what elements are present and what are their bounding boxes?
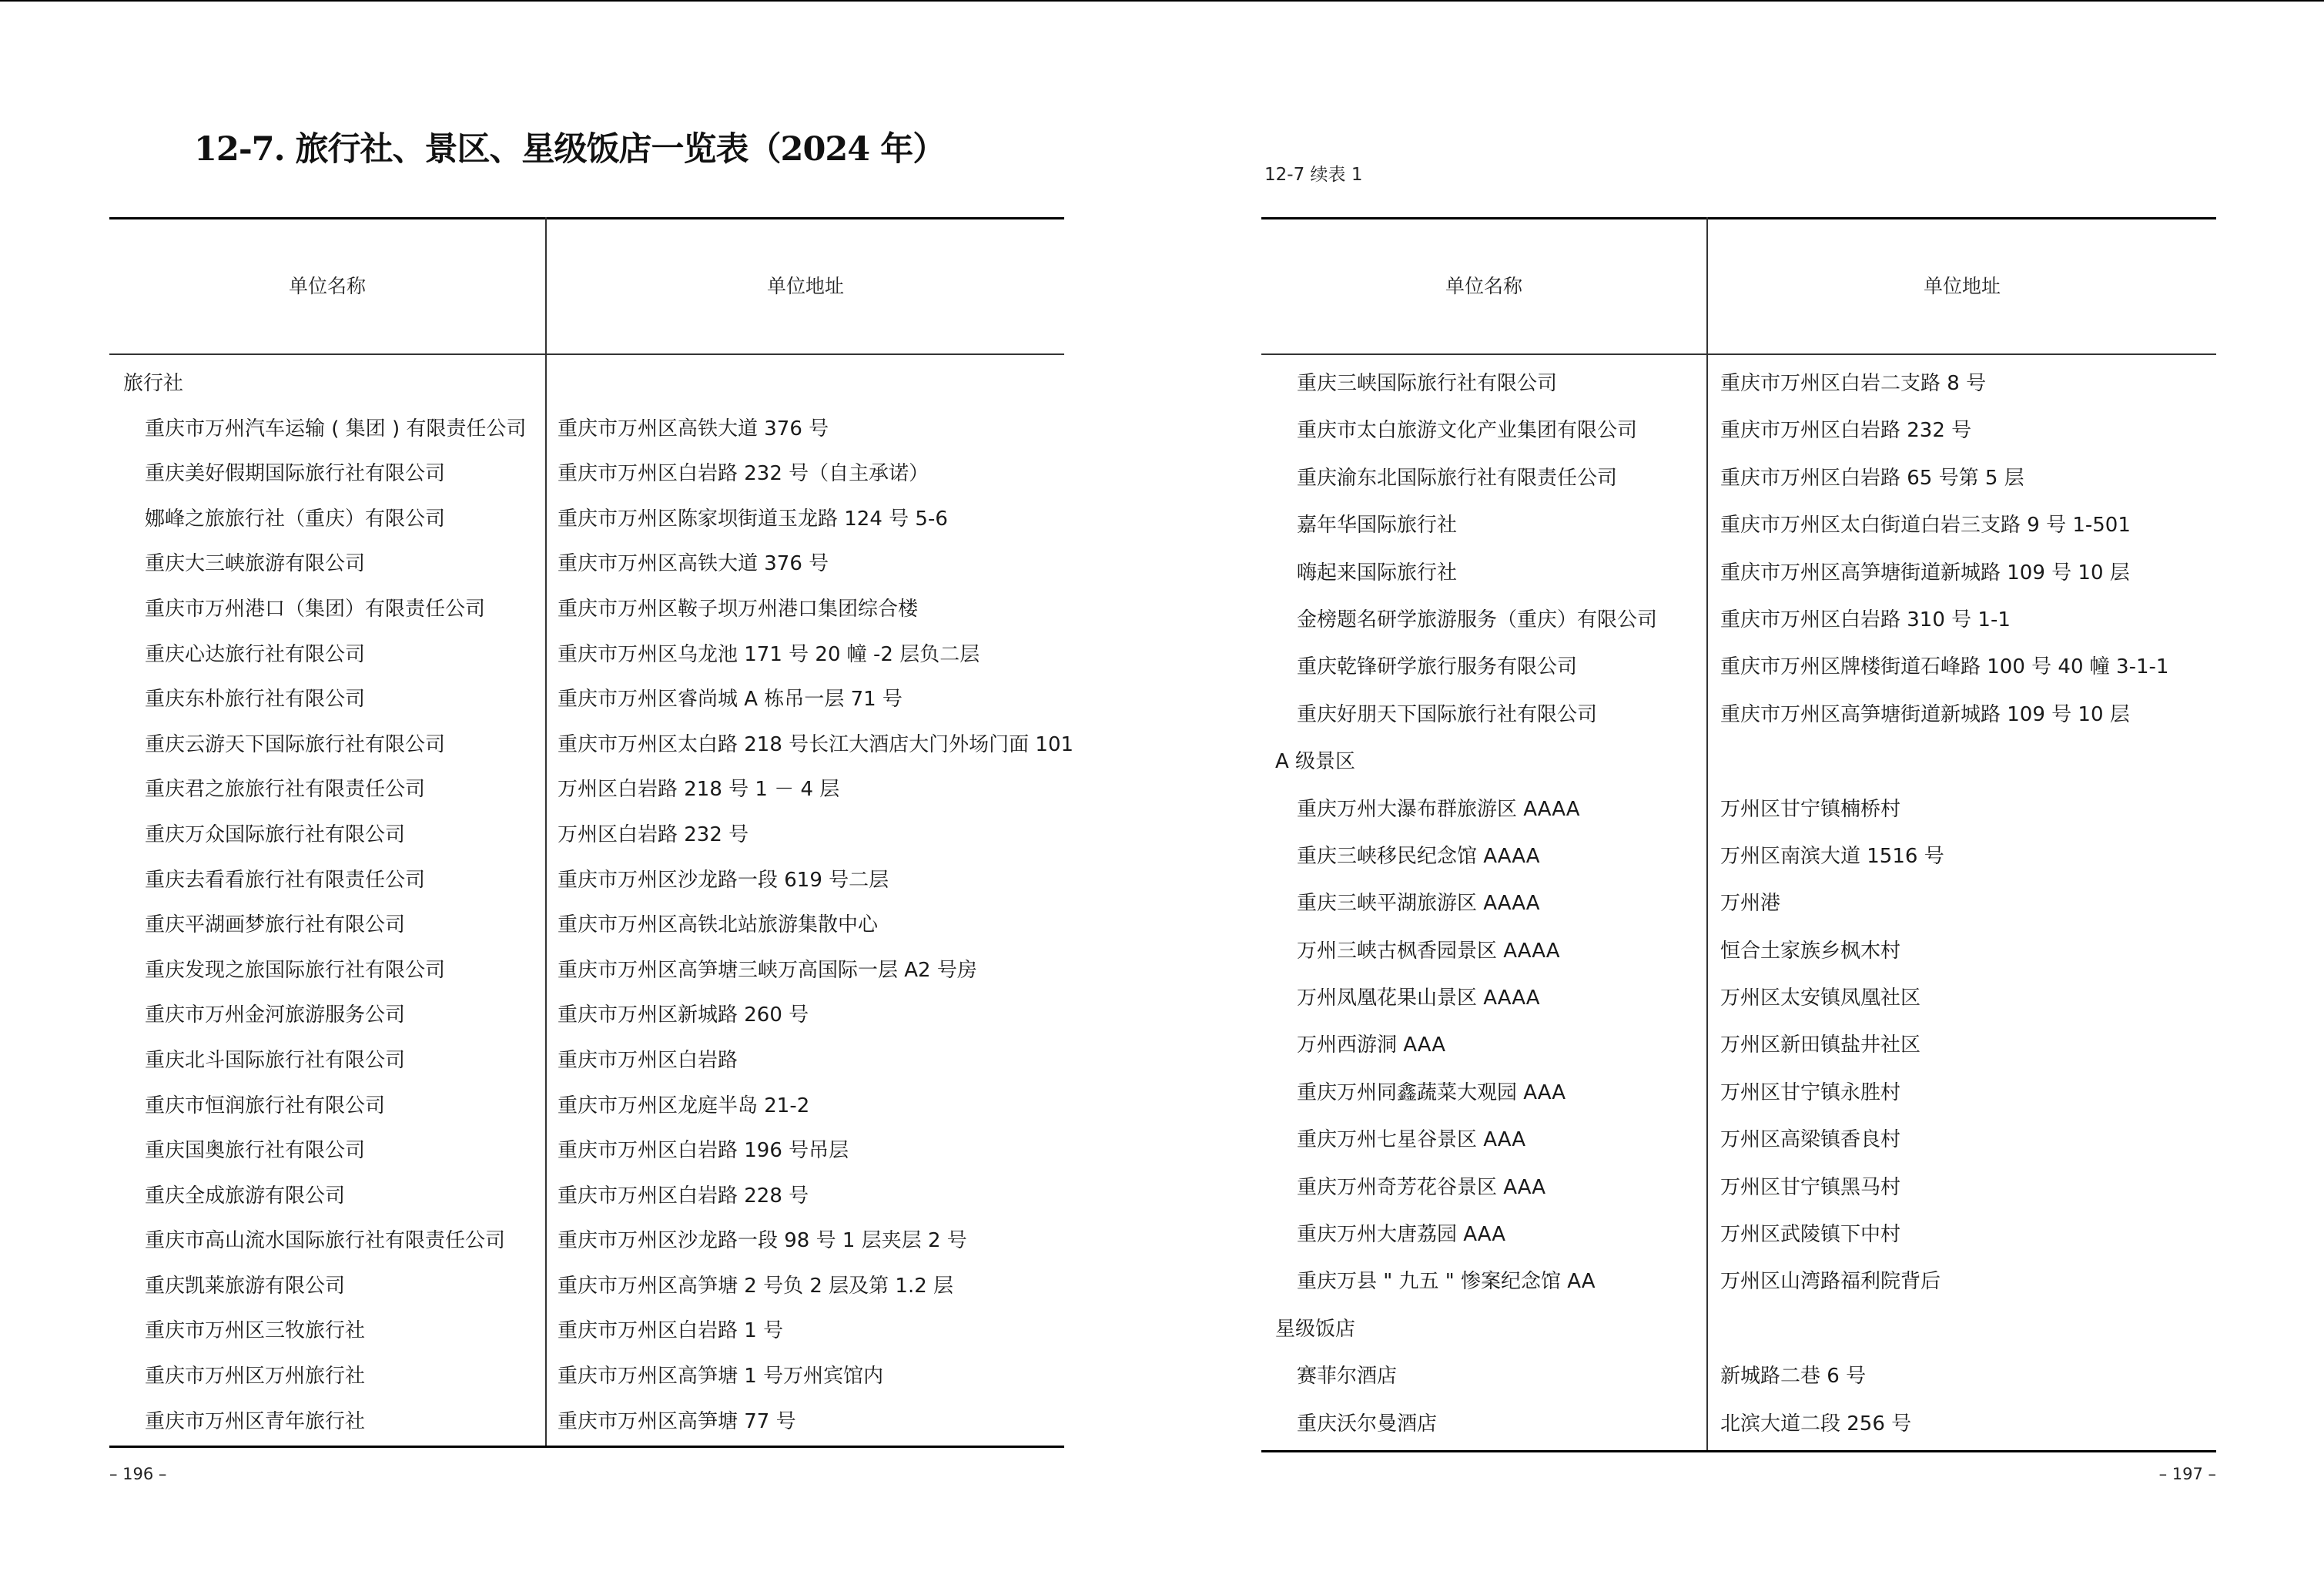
table-top-rule [1261, 217, 2216, 219]
table-bottom-rule [1261, 1450, 2216, 1452]
continuation-title: 12-7 续表 1 [1264, 165, 1363, 185]
table-row [109, 764, 1064, 809]
unit-address-cell: 万州区甘宁镇黑马村 [1720, 1175, 1901, 1199]
table-row [1261, 358, 2216, 405]
unit-name-cell: 重庆渝东北国际旅行社有限责任公司 [1297, 466, 1618, 490]
category-row [109, 358, 1064, 404]
table-row [109, 900, 1064, 945]
unit-name-cell: 重庆三峡国际旅行社有限公司 [1297, 372, 1558, 395]
unit-name-cell: 重庆市万州区三牧旅行社 [145, 1319, 366, 1343]
table-row [1261, 926, 2216, 973]
table-row [1261, 1399, 2216, 1446]
unit-address-cell: 重庆市万州区高笋塘 1 号万州宾馆内 [558, 1365, 884, 1389]
unit-address-cell: 重庆市万州区高笋塘三峡万高国际一层 A2 号房 [558, 958, 977, 982]
unit-name-cell: 娜峰之旅旅行社（重庆）有限公司 [145, 507, 446, 531]
unit-name-cell: 重庆市太白旅游文化产业集团有限公司 [1297, 419, 1638, 443]
unit-address-cell: 重庆市万州区白岩二支路 8 号 [1720, 372, 1987, 395]
table-row [1261, 642, 2216, 688]
table-row [109, 1305, 1064, 1351]
unit-name-cell: 重庆凯莱旅游有限公司 [145, 1274, 346, 1298]
unit-address-cell: 万州区白岩路 232 号 [558, 822, 749, 846]
table-row [109, 1080, 1064, 1126]
unit-address-cell: 万州区太安镇凤凰社区 [1720, 987, 1921, 1010]
unit-name-cell: 重庆心达旅行社有限公司 [145, 642, 366, 666]
category-label: 星级饭店 [1275, 1317, 1356, 1341]
header-name-column: 单位名称 [288, 275, 366, 297]
unit-name-cell: 重庆市万州汽车运输 ( 集团 ) 有限责任公司 [145, 417, 527, 441]
unit-address-cell: 重庆市万州区白岩路 196 号吊层 [558, 1139, 849, 1163]
right-page [1261, 0, 2216, 1588]
unit-name-cell: 万州三峡古枫香园景区 AAAA [1297, 939, 1560, 963]
page-number: – 196 – [109, 1465, 167, 1483]
unit-address-cell: 北滨大道二段 256 号 [1720, 1412, 1912, 1436]
unit-name-cell: 重庆国奥旅行社有限公司 [145, 1139, 366, 1163]
unit-address-cell: 重庆市万州区白岩路 65 号第 5 层 [1720, 466, 2024, 490]
table-row [109, 448, 1064, 494]
header-address-column: 单位地址 [766, 275, 844, 297]
unit-address-cell: 万州区甘宁镇永胜村 [1720, 1080, 1901, 1104]
unit-name-cell: 重庆万州七星谷景区 AAA [1297, 1128, 1526, 1152]
table-row [1261, 548, 2216, 595]
page-number: – 197 – [2158, 1465, 2216, 1483]
table-row [1261, 878, 2216, 925]
unit-name-cell: 重庆市万州港口（集团）有限责任公司 [145, 597, 486, 621]
category-row [1261, 1304, 2216, 1351]
table-row [1261, 1020, 2216, 1067]
category-label: 旅行社 [123, 372, 184, 395]
unit-name-cell: 重庆三峡移民纪念馆 AAAA [1297, 844, 1540, 868]
unit-name-cell: 嘉年华国际旅行社 [1297, 514, 1458, 538]
unit-name-cell: 赛菲尔酒店 [1297, 1365, 1398, 1389]
unit-address-cell: 万州区高梁镇香良村 [1720, 1128, 1901, 1152]
table-row [109, 494, 1064, 539]
unit-address-cell: 重庆市万州区太白路 218 号长江大酒店大门外场门面 101 [558, 732, 1074, 756]
unit-name-cell: 重庆市万州区青年旅行社 [145, 1409, 366, 1433]
unit-name-cell: 重庆万州大瀑布群旅游区 AAAA [1297, 797, 1580, 821]
unit-address-cell: 重庆市万州区高铁大道 376 号 [558, 552, 829, 576]
table-row [109, 584, 1064, 629]
table-row [109, 1351, 1064, 1396]
table-row [109, 719, 1074, 765]
unit-name-cell: 万州西游洞 AAA [1297, 1034, 1446, 1057]
table-row [1261, 689, 2216, 736]
unit-address-cell: 重庆市万州区沙龙路一段 98 号 1 层夹层 2 号 [558, 1229, 967, 1253]
unit-address-cell: 万州区甘宁镇楠桥村 [1720, 797, 1901, 821]
table-row [109, 1125, 1064, 1171]
unit-address-cell: 万州区山湾路福利院背后 [1720, 1270, 1941, 1294]
table-row [109, 990, 1064, 1035]
table-row [1261, 1209, 2216, 1256]
unit-address-cell: 恒合土家族乡枫木村 [1720, 939, 1901, 963]
unit-address-cell: 重庆市万州区睿尚城 A 栋吊一层 71 号 [558, 688, 902, 712]
unit-address-cell: 重庆市万州区新城路 260 号 [558, 1003, 809, 1027]
unit-name-cell: 重庆北斗国际旅行社有限公司 [145, 1048, 406, 1072]
unit-address-cell: 重庆市万州区乌龙池 171 号 20 幢 -2 层负二层 [558, 642, 980, 666]
table-row [1261, 1114, 2216, 1161]
unit-address-cell: 万州区武陵镇下中村 [1720, 1223, 1901, 1247]
table-row [1261, 1256, 2216, 1303]
unit-name-cell: 金榜题名研学旅游服务（重庆）有限公司 [1297, 608, 1658, 632]
unit-name-cell: 重庆三峡平湖旅游区 AAAA [1297, 892, 1540, 916]
table-bottom-rule [109, 1446, 1064, 1448]
unit-address-cell: 重庆市万州区鞍子坝万州港口集团综合楼 [558, 597, 919, 621]
page-title: 12-7. 旅行社、景区、星级饭店一览表（2024 年） [194, 130, 946, 169]
unit-address-cell: 重庆市万州区高笋塘街道新城路 109 号 10 层 [1720, 561, 2130, 585]
unit-address-cell: 重庆市万州区白岩路 232 号（自主承诺） [558, 462, 929, 486]
unit-address-cell: 新城路二巷 6 号 [1720, 1365, 1867, 1389]
unit-name-cell: 重庆沃尔曼酒店 [1297, 1412, 1438, 1436]
table-row [109, 1171, 1064, 1216]
category-row [1261, 736, 2216, 783]
unit-address-cell: 万州区新田镇盐井社区 [1720, 1034, 1921, 1057]
table-row [1261, 973, 2216, 1020]
header-address-column: 单位地址 [1923, 275, 2001, 297]
table-row [109, 674, 1064, 719]
unit-address-cell: 万州区南滨大道 1516 号 [1720, 844, 1944, 868]
table-row [109, 1396, 1064, 1442]
table-row [1261, 1067, 2216, 1114]
unit-address-cell: 重庆市万州区白岩路 232 号 [1720, 419, 1972, 443]
unit-name-cell: 重庆全成旅游有限公司 [145, 1184, 346, 1208]
right-table-body [1261, 358, 2216, 1446]
unit-address-cell: 重庆市万州区龙庭半岛 21-2 [558, 1094, 810, 1117]
table-row [109, 1261, 1064, 1306]
table-row [1261, 405, 2216, 452]
unit-address-cell: 万州港 [1720, 892, 1781, 916]
unit-name-cell: 重庆市万州金河旅游服务公司 [145, 1003, 406, 1027]
table-header-rule [109, 353, 1064, 355]
unit-name-cell: 重庆发现之旅国际旅行社有限公司 [145, 958, 446, 982]
table-row [1261, 453, 2216, 500]
unit-name-cell: 重庆东朴旅行社有限公司 [145, 688, 366, 712]
unit-address-cell: 重庆市万州区白岩路 [558, 1048, 738, 1072]
unit-name-cell: 重庆君之旅旅行社有限责任公司 [145, 778, 426, 802]
left-table-body [109, 358, 1074, 1441]
unit-address-cell: 重庆市万州区白岩路 1 号 [558, 1319, 784, 1343]
unit-name-cell: 重庆平湖画梦旅行社有限公司 [145, 913, 406, 937]
table-row [109, 538, 1064, 584]
table-row [1261, 784, 2216, 831]
table-row [109, 809, 1064, 855]
unit-name-cell: 重庆万州同鑫蔬菜大观园 AAA [1297, 1080, 1566, 1104]
table-top-rule [109, 217, 1064, 219]
unit-address-cell: 重庆市万州区陈家坝街道玉龙路 124 号 5-6 [558, 507, 948, 531]
unit-name-cell: 重庆云游天下国际旅行社有限公司 [145, 732, 446, 756]
unit-address-cell: 重庆市万州区太白街道白岩三支路 9 号 1-501 [1720, 514, 2131, 538]
unit-name-cell: 万州凤凰花果山景区 AAAA [1297, 987, 1540, 1010]
unit-name-cell: 重庆大三峡旅游有限公司 [145, 552, 366, 576]
unit-name-cell: 重庆市恒润旅行社有限公司 [145, 1094, 386, 1117]
unit-address-cell: 重庆市万州区白岩路 228 号 [558, 1184, 809, 1208]
left-page [109, 0, 1074, 1588]
unit-name-cell: 重庆去看看旅行社有限责任公司 [145, 868, 426, 892]
table-row [1261, 500, 2216, 547]
table-header-rule [1261, 353, 2216, 355]
category-label: A 级景区 [1275, 750, 1356, 774]
unit-address-cell: 重庆市万州区高笋塘 77 号 [558, 1409, 796, 1433]
table-row [109, 1215, 1064, 1261]
unit-name-cell: 重庆万州大唐荔园 AAA [1297, 1223, 1506, 1247]
table-row [1261, 1162, 2216, 1209]
table-row [109, 1035, 1064, 1080]
table-row [1261, 595, 2216, 642]
table-row [109, 629, 1064, 675]
unit-name-cell: 重庆万州奇芳花谷景区 AAA [1297, 1175, 1546, 1199]
table-row [1261, 1351, 2216, 1398]
table-row [109, 945, 1064, 990]
unit-address-cell: 重庆市万州区沙龙路一段 619 号二层 [558, 868, 889, 892]
unit-address-cell: 重庆市万州区高铁大道 376 号 [558, 417, 829, 441]
unit-name-cell: 重庆好朋天下国际旅行社有限公司 [1297, 702, 1598, 726]
table-row [109, 404, 1064, 449]
unit-name-cell: 重庆美好假期国际旅行社有限公司 [145, 462, 446, 486]
unit-address-cell: 重庆市万州区高笋塘 2 号负 2 层及第 1.2 层 [558, 1274, 954, 1298]
header-name-column: 单位名称 [1445, 275, 1522, 297]
table-row [109, 855, 1064, 900]
table-row [1261, 831, 2216, 878]
unit-name-cell: 重庆万众国际旅行社有限公司 [145, 822, 406, 846]
unit-name-cell: 重庆万县 " 九五 " 惨案纪念馆 AA [1297, 1270, 1596, 1294]
unit-address-cell: 重庆市万州区白岩路 310 号 1-1 [1720, 608, 2011, 632]
unit-name-cell: 重庆市万州区万州旅行社 [145, 1365, 366, 1389]
unit-name-cell: 重庆市高山流水国际旅行社有限责任公司 [145, 1229, 506, 1253]
unit-address-cell: 万州区白岩路 218 号 1 － 4 层 [558, 778, 840, 802]
unit-name-cell: 嗨起来国际旅行社 [1297, 561, 1458, 585]
unit-address-cell: 重庆市万州区高铁北站旅游集散中心 [558, 913, 879, 937]
unit-name-cell: 重庆乾锋研学旅行服务有限公司 [1297, 655, 1578, 679]
unit-address-cell: 重庆市万州区牌楼街道石峰路 100 号 40 幢 3-1-1 [1720, 655, 2169, 679]
unit-address-cell: 重庆市万州区高笋塘街道新城路 109 号 10 层 [1720, 702, 2130, 726]
